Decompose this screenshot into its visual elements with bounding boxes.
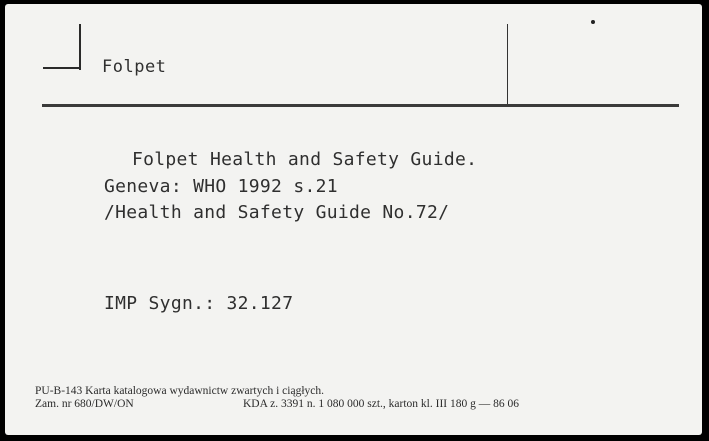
footer-order-number: Zam. nr 680/DW/ON <box>35 398 134 410</box>
card-heading: Folpet <box>102 57 167 77</box>
entry-series-line: /Health and Safety Guide No.72/ <box>104 202 450 223</box>
catalog-card <box>5 4 702 435</box>
punch-dot <box>591 20 595 24</box>
footer-form-line: PU-B-143 Karta katalogowa wydawnictw zwartych i ciągłych. <box>35 385 325 397</box>
entry-title-line: Folpet Health and Safety Guide. <box>132 149 478 170</box>
entry-imprint-line: Geneva: WHO 1992 s.21 <box>104 176 338 197</box>
call-number: IMP Sygn.: 32.127 <box>104 293 294 314</box>
corner-mark-vertical <box>79 24 81 70</box>
corner-mark-horizontal <box>43 67 81 69</box>
header-rule <box>42 104 679 107</box>
footer-print-info: KDA z. 3391 n. 1 080 000 szt., karton kl. III 180 g — 86 06 <box>243 398 519 410</box>
column-divider <box>507 24 508 104</box>
